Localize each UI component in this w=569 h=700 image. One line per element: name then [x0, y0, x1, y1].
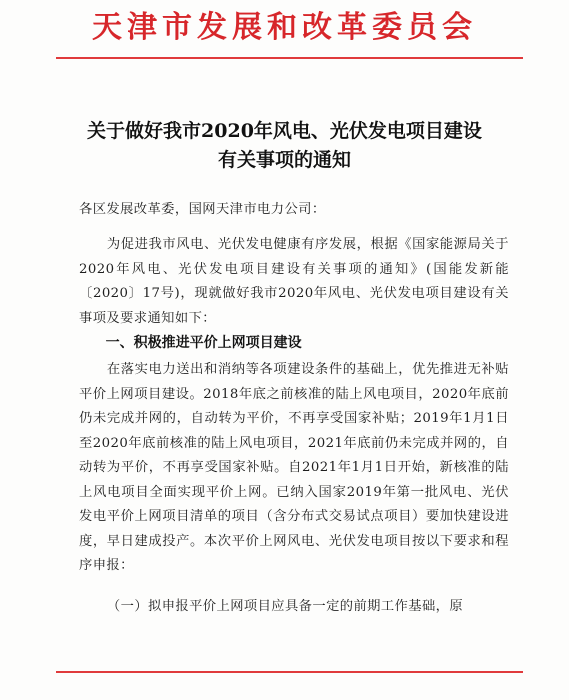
salutation: 各区发展改革委，国网天津市电力公司：: [79, 202, 326, 217]
letterhead-org-name: 天津市发展和改革委员会: [92, 10, 477, 45]
paragraph-intro: 为促进我市风电、光伏发电健康有序发展，根据《国家能源局关于2020年风电、光伏发电项目建设有关事项的通知》(国能发新能〔2020〕17号)，现就做好我市2020年风电、光伏发电项目建设有关事项及要求通知如下：: [79, 237, 509, 326]
document-title-line-2: 有关事项的通知: [217, 149, 351, 171]
footer-rule: [56, 671, 523, 673]
paragraph-section-1: 在落实电力送出和消纳等各项建设条件的基础上，优先推进无补贴平价上网项目建设。2018年底之前核准的陆上风电项目，2020年底前仍未完成并网的，自动转为平价，不再享受国家补贴；2019年1月1日至2020年底前核准的陆上风电项目，2021年底前仍未完成并网的，自动转为平价，不再享受国家补贴。自2021年1月1日开始，新核准的陆上风电项目全面实现平价上网。已纳入国家2019年第一批风电、光伏发电平价上网项目清单的项目（含分布式交易试点项目）要加快建设进度，早日建成投产。本次平价上网风电、光伏发电项目按以下要求和程序申报：: [79, 362, 509, 573]
section-1-heading: 一、积极推进平价上网项目建设: [105, 335, 302, 351]
letterhead-top-rule: [56, 57, 523, 59]
paragraph-item-1: （一）拟申报平价上网项目应具备一定的前期工作基础，原: [106, 599, 464, 614]
document-title-line-1: 关于做好我市2020年风电、光伏发电项目建设: [87, 120, 482, 142]
